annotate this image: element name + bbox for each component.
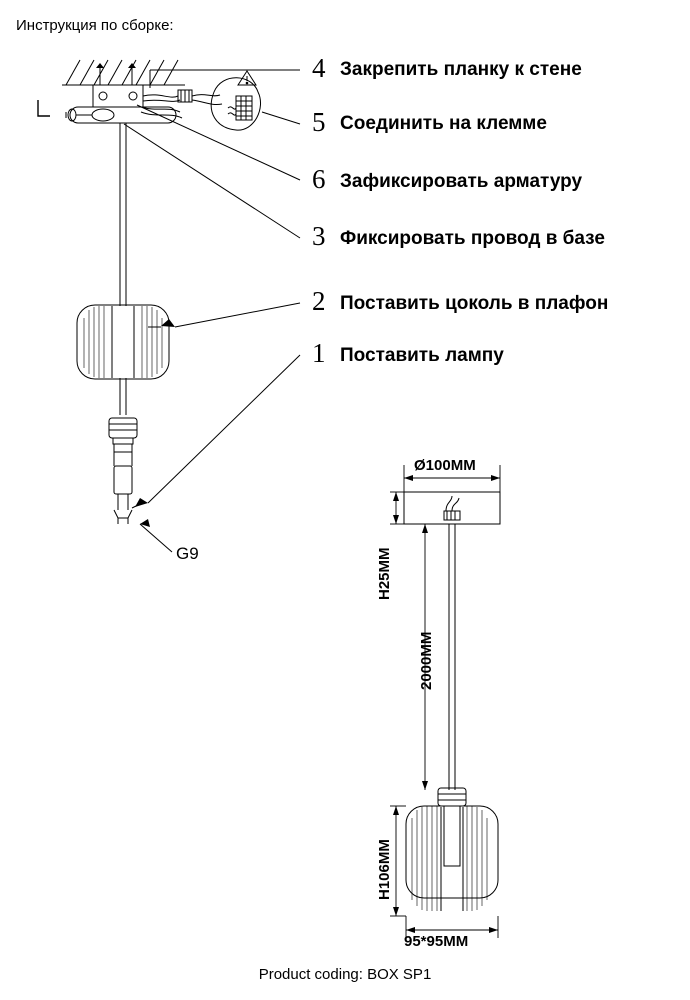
step-label-3: Фиксировать провод в базе (340, 228, 605, 249)
dimension-drawing (404, 492, 500, 911)
dimension-shade-width: 95*95MM (404, 933, 469, 950)
dimension-diameter: Ø100MM (414, 457, 476, 474)
dimension-cord-length: 2000MM (418, 631, 435, 690)
product-coding: Product coding: BOX SP1 (258, 966, 432, 983)
socket-type-label: G9 (176, 544, 199, 563)
lamp-socket-body (109, 418, 137, 444)
dimension-lines (390, 465, 500, 938)
step-label-5: Соединить на клемме (340, 113, 547, 134)
leader-lines (124, 70, 300, 552)
step-label-6: Зафиксировать арматуру (340, 171, 583, 192)
cord-lower (120, 378, 126, 415)
wall-screw-detail (38, 100, 90, 121)
suspension-cord (120, 123, 126, 306)
g9-bulb (114, 444, 132, 524)
step-number-1: 1 (312, 338, 326, 368)
dimension-shade-height: H106MM (376, 839, 393, 900)
step-number-5: 5 (312, 107, 326, 137)
wire-bundle (141, 90, 222, 118)
step-number-2: 2 (312, 286, 326, 316)
step-label-1: Поставить лампу (340, 345, 504, 366)
step-number-3: 3 (312, 221, 326, 251)
step-number-6: 6 (312, 164, 326, 194)
terminal-block-detail (211, 71, 260, 130)
ceiling-hatching (62, 60, 185, 85)
lamp-shade (77, 305, 169, 379)
step-number-4: 4 (312, 53, 326, 83)
shade-hatching (84, 306, 162, 378)
step-label-4: Закрепить планку к стене (340, 59, 582, 80)
canopy-base (70, 107, 176, 123)
dimension-canopy-height: H25MM (376, 547, 393, 600)
step-label-2: Поставить цоколь в плафон (340, 293, 609, 314)
canopy-connector (444, 496, 460, 520)
mounting-bracket (93, 63, 143, 107)
page-title: Инструкция по сборке: (16, 17, 174, 34)
dimension-shade-hatching (412, 806, 487, 911)
